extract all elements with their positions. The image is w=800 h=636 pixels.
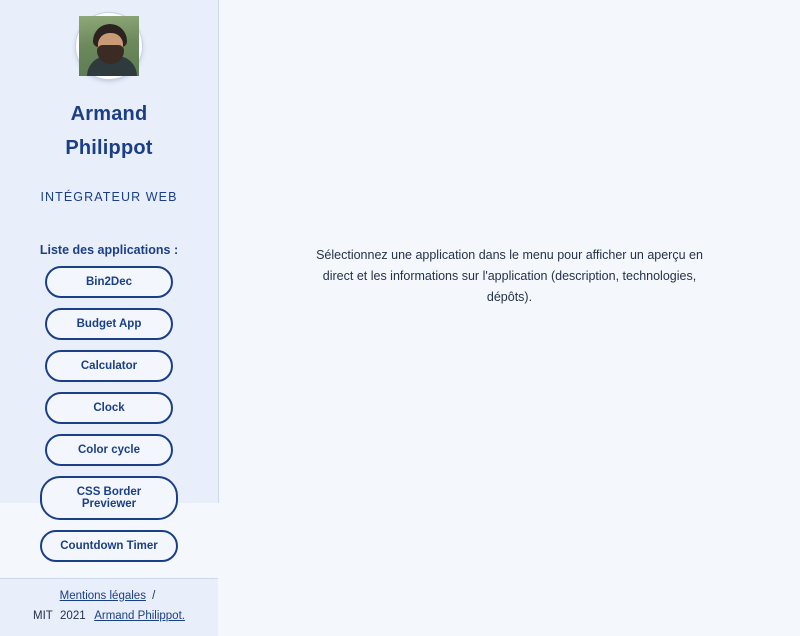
list-item	[40, 476, 178, 520]
license-label: MIT	[33, 609, 53, 622]
sidebar-item-budget-app[interactable]: Budget App	[45, 308, 173, 340]
app-list-heading: Liste des applications :	[39, 242, 179, 257]
job-title: INTÉGRATEUR WEB	[40, 190, 178, 205]
sidebar	[0, 0, 219, 622]
main-content	[219, 0, 800, 503]
footer-separator: /	[152, 589, 156, 602]
sidebar-item-calculator[interactable]: Calculator	[45, 350, 173, 382]
footer-license-line	[0, 610, 218, 622]
placeholder-message: Sélectionnez une application dans le menu pour afficher un aperçu en direct et les informations sur l'application (description, technologies, dépôts).	[316, 247, 703, 304]
list-item	[45, 266, 173, 298]
sidebar-item-color-cycle[interactable]: Color cycle	[45, 434, 173, 466]
list-item	[45, 308, 173, 340]
app-list	[0, 266, 218, 578]
avatar	[76, 13, 142, 79]
sidebar-item-css-border-previewer[interactable]: CSS Border Previewer	[40, 476, 178, 520]
sidebar-item-countdown-timer[interactable]: Countdown Timer	[40, 530, 178, 562]
sidebar-item-clock[interactable]: Clock	[45, 392, 173, 424]
list-item	[40, 530, 178, 562]
page-title: Armand Philippot	[65, 103, 153, 159]
footer-legal-line	[0, 590, 218, 602]
sidebar-footer	[0, 578, 218, 636]
list-item	[45, 350, 173, 382]
legal-notice-link[interactable]: Mentions légales	[59, 589, 146, 602]
sidebar-item-bin2dec[interactable]: Bin2Dec	[45, 266, 173, 298]
copyright-year: 2021	[60, 609, 86, 622]
sidebar-scroll-area[interactable]	[0, 0, 218, 578]
author-link[interactable]: Armand Philippot.	[94, 609, 185, 622]
list-item	[45, 434, 173, 466]
list-item	[45, 392, 173, 424]
